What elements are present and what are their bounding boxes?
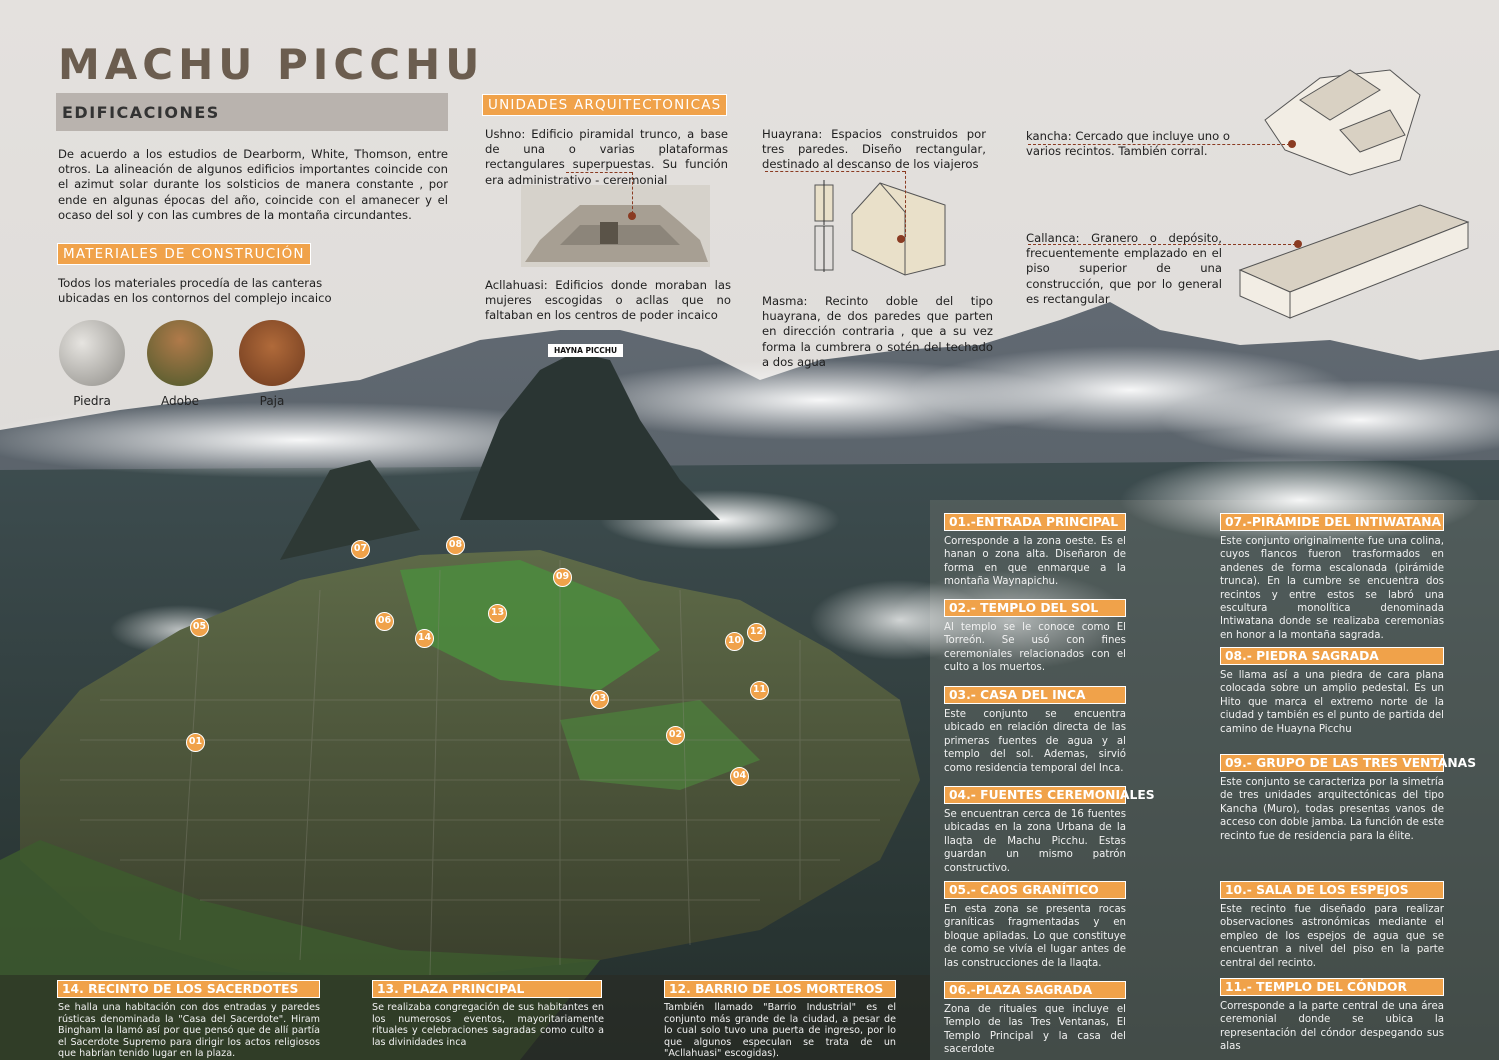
ushno-text: Ushno: Edificio piramidal trunco, a base de una o varias plataformas rectangulares superpuestas. Su función era administrativo - ceremonial (485, 127, 728, 187)
legend-text-03: Este conjunto se encuentra ubicado en relación directa de las primeras fuentes de agua y al templo del sol. Ademas, sirvió como residencia temporal del Inca. (944, 709, 1126, 774)
legend-text-11: Corresponde a la parte central de una área ceremonial donde se ubica la representación del cóndor despegando sus alas (1220, 1001, 1444, 1053)
legend-text-10: Este recinto fue diseñado para realizar observaciones astronómicas mediante el empleo de los espejos de agua que se encuentran a nivel del piso en la parte central del recinto. (1220, 904, 1444, 969)
subtitle-bar (56, 93, 448, 131)
legend-title-07: 07.-PIRÁMIDE DEL INTIWATANA (1220, 513, 1444, 531)
units-heading: UNIDADES ARQUITECTONICAS (482, 94, 727, 116)
legend-text-12: También llamado "Barrio Industrial" es el conjunto más grande de la ciudad, a pesar de lo cual solo tuvo una puerta de ingreso, por lo que algunos especulan se trata de un "Acllahuasi" escogidas). (664, 1002, 896, 1060)
legend-title-12: 12. BARRIO DE LOS MORTEROS (664, 980, 896, 998)
legend-text-06: Zona de rituales que incluye el Templo de las Tres Ventanas, El Templo Principal y la casa del sacerdote (944, 1004, 1126, 1056)
intro-text: De acuerdo a los estudios de Dearborm, White, Thomson, entre otros. La alineación de algunos edificios importantes coincide con el azimut solar durante los solsticios de manera constante , por ende en algunas épocas del año, coincide con el amanecer y el ocaso del sol y con las cumbres de la montaña circundantes. (58, 147, 448, 222)
kancha-text: kancha: Cercado que incluye uno o varios recintos. También corral. (1026, 129, 1231, 159)
legend-title-01: 01.-ENTRADA PRINCIPAL (944, 513, 1126, 531)
marker-08[interactable]: 08 (446, 536, 465, 555)
material-label: Adobe (161, 394, 199, 408)
legend-title-09: 09.- GRUPO DE LAS TRES VENTANAS (1220, 754, 1444, 772)
ushno-pyramid-image (521, 185, 710, 267)
marker-05[interactable]: 05 (190, 618, 209, 637)
marker-09[interactable]: 09 (553, 568, 572, 587)
legend-text-07: Este conjunto originalmente fue una colina, cuyos flancos fueron trasformados en andenes de forma escalonada (pirámide trunca). En la cumbre se encuentra dos recintos y entre estos se labró una escultura monolítica denominada Intiwatana donde se realizaba ceremonias en honor a la montaña sagrada. (1220, 536, 1444, 641)
legend-title-04: 04.- FUENTES CEREMONIALES (944, 786, 1126, 804)
callanca-text: Callanca: Granero o depósito, frecuentemente emplazado en el piso superior de una construcción, que por lo general es rectangular (1026, 231, 1222, 306)
legend-title-05: 05.- CAOS GRANÍTICO (944, 881, 1126, 899)
material-label: Piedra (73, 394, 111, 408)
subtitle: EDIFICACIONES (62, 103, 220, 122)
legend-text-02: Al templo se le conoce como El Torreón. Se usó con fines ceremoniales relacionados con el culto a los muertos. (944, 622, 1126, 674)
legend-title-11: 11.- TEMPLO DEL CÓNDOR (1220, 978, 1444, 996)
marker-01[interactable]: 01 (186, 733, 205, 752)
legend-text-08: Se llama así a una piedra de cara plana colocada sobre un amplio pedestal. Es un Hito que marca el extremo norte de la ciudad y también es el punto de partida del camino de Huayna Picchu (1220, 670, 1444, 735)
material-stone (58, 320, 126, 408)
adobe-icon (147, 320, 213, 386)
stone-icon (59, 320, 125, 386)
acllahuasi-text: Acllahuasi: Edificios donde moraban las mujeres escogidas o acllas que no faltaban en los centros de poder incaico (485, 278, 731, 323)
marker-13[interactable]: 13 (488, 604, 507, 623)
legend-text-04: Se encuentran cerca de 16 fuentes ubicadas en la zona Urbana de la llaqta de Machu Picchu. Estas guardan un mismo patrón constructivo. (944, 809, 1126, 874)
marker-04[interactable]: 04 (730, 767, 749, 786)
marker-02[interactable]: 02 (666, 726, 685, 745)
marker-11[interactable]: 11 (750, 681, 769, 700)
legend-title-03: 03.- CASA DEL INCA (944, 686, 1126, 704)
material-label: Paja (259, 394, 285, 408)
marker-06[interactable]: 06 (375, 612, 394, 631)
legend-title-13: 13. PLAZA PRINCIPAL (372, 980, 602, 998)
legend-title-08: 08.- PIEDRA SAGRADA (1220, 647, 1444, 665)
legend-title-14: 14. RECINTO DE LOS SACERDOTES (57, 980, 320, 998)
legend-text-14: Se halla una habitación con dos entradas y paredes rústicas denominada la "Casa del Sacerdote". Hiram Bingham la llamó así por que pensó que de allí partía el Sacerdote Supremo para dirigir los actos religiosos que habrían tenido lugar en la plaza. (58, 1002, 320, 1060)
huayna-picchu-label: HAYNA PICCHU (548, 344, 623, 357)
legend-text-05: En esta zona se presenta rocas graníticas fragmentadas y en bloque apiladas. Lo que constituye de como se vivía el lugar antes de las construcciones de la llaqta. (944, 904, 1126, 969)
materials-text: Todos los materiales procedía de las canteras ubicadas en los contornos del complejo incaico (58, 276, 332, 306)
legend-text-09: Este conjunto se caracteriza por la simetría de tres unidades arquitectónicas del tipo Kancha (Muro), todas presentas vanos de acceso con doble jamba. La función de este recinto fue de residencia para la élite. (1220, 777, 1444, 842)
legend-text-01: Corresponde a la zona oeste. Es el hanan o zona alta. Diseñaron de forma en que enmarque a la montaña Waynapichu. (944, 536, 1126, 588)
marker-12[interactable]: 12 (747, 623, 766, 642)
legend-title-06: 06.-PLAZA SAGRADA (944, 981, 1126, 999)
legend-title-10: 10.- SALA DE LOS ESPEJOS (1220, 881, 1444, 899)
material-straw (238, 320, 306, 408)
marker-07[interactable]: 07 (351, 540, 370, 559)
straw-icon (239, 320, 305, 386)
page-title: MACHU PICCHU (58, 40, 485, 89)
huayrana-text: Huayrana: Espacios construidos por tres paredes. Diseño rectangular, destinado al descanso de los viajeros (762, 127, 986, 172)
material-adobe (146, 320, 214, 408)
marker-03[interactable]: 03 (590, 690, 609, 709)
legend-title-02: 02.- TEMPLO DEL SOL (944, 599, 1126, 617)
materials-heading: MATERIALES DE CONSTRUCIÓN (57, 243, 311, 265)
marker-10[interactable]: 10 (725, 632, 744, 651)
masma-text: Masma: Recinto doble del tipo huayrana, de dos paredes que parten en dirección contraria , que a su vez forma la cumbrera o sotén del techado a dos agua (762, 294, 993, 369)
marker-14[interactable]: 14 (415, 629, 434, 648)
legend-text-13: Se realizaba congregación de sus habitantes en los numerosos eventos, mayoritariamente rituales y celebraciones sagradas como culto a las divinidades inca (372, 1002, 604, 1048)
